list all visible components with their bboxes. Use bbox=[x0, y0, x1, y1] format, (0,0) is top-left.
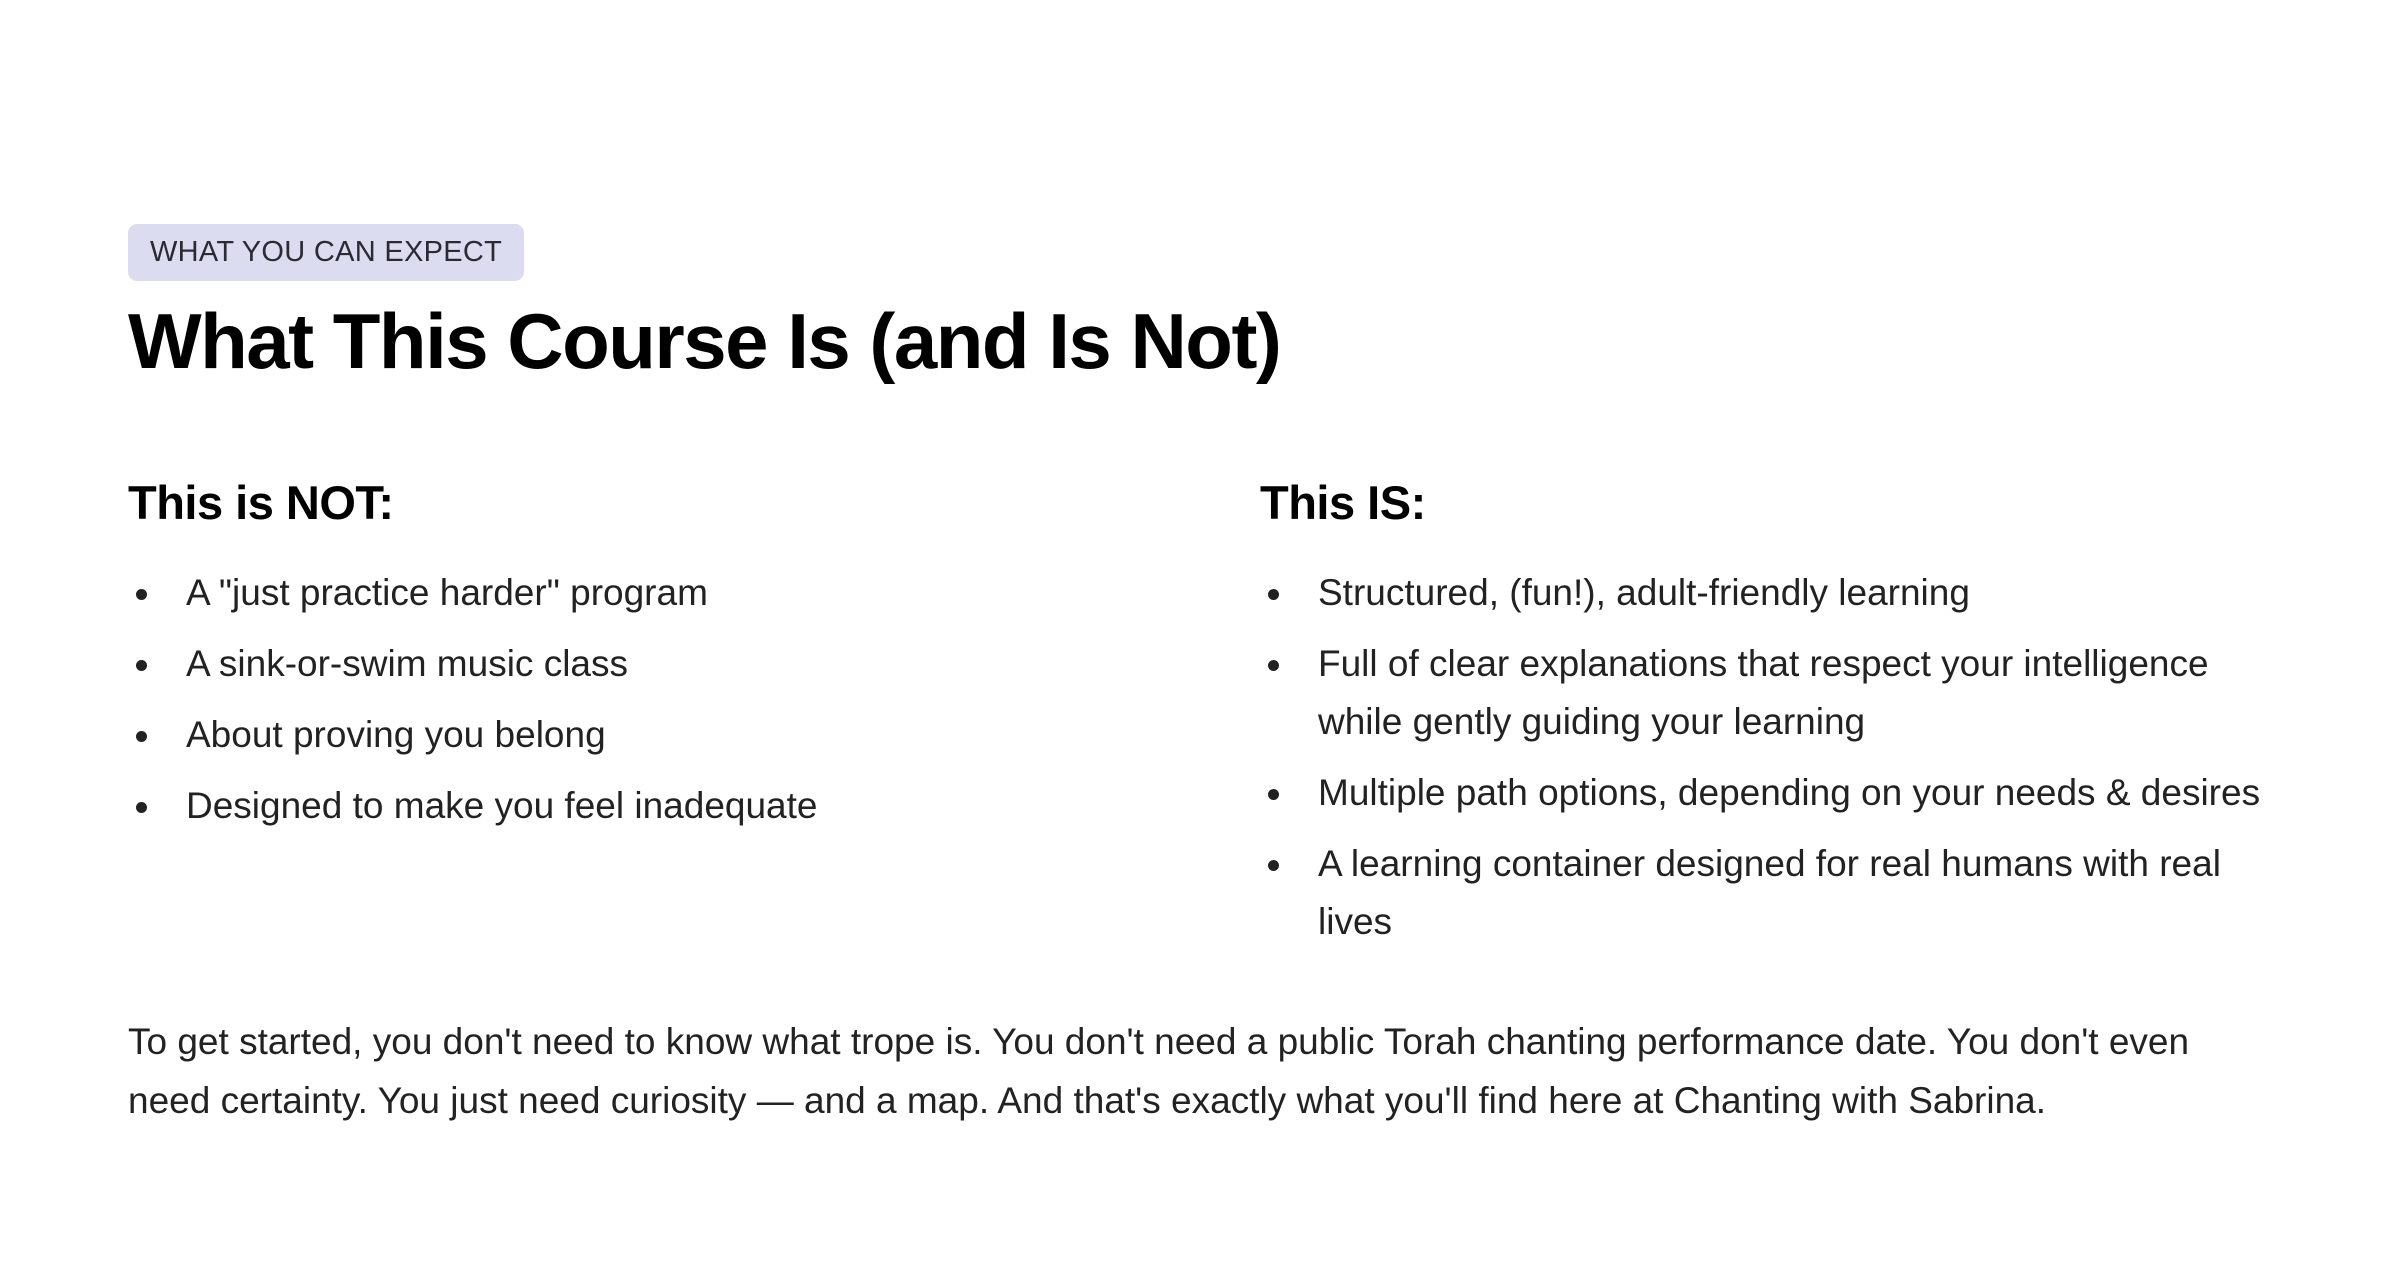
not-column bbox=[128, 477, 1260, 965]
list-item: Full of clear explanations that respect your intelligence while gently guiding your learning bbox=[1260, 635, 2290, 751]
is-column-heading: This IS: bbox=[1260, 475, 1426, 529]
comparison-columns bbox=[128, 477, 2278, 965]
list-item: A "just practice harder" program bbox=[128, 564, 1260, 622]
list-item: About proving you belong bbox=[128, 706, 1260, 764]
closing-paragraph: To get started, you don't need to know what trope is. You don't need a public Torah chanting performance date. You don't even need certainty. You just need curiosity — and a map. And that's exactly what you'll find here at Chanting with Sabrina. bbox=[128, 1021, 2190, 1122]
section-eyebrow-badge: WHAT YOU CAN EXPECT bbox=[128, 224, 524, 281]
list-item: Designed to make you feel inadequate bbox=[128, 777, 1260, 835]
list-item: A learning container designed for real humans with real lives bbox=[1260, 835, 2290, 951]
list-item: A sink-or-swim music class bbox=[128, 635, 1260, 693]
is-list bbox=[1260, 564, 2290, 951]
is-column bbox=[1260, 477, 2290, 965]
not-list bbox=[128, 564, 1260, 835]
list-item: Multiple path options, depending on your needs & desires bbox=[1260, 764, 2290, 822]
page-title: What This Course Is (and Is Not) bbox=[128, 297, 1281, 385]
not-column-heading: This is NOT: bbox=[128, 475, 394, 529]
course-expectations-section bbox=[128, 224, 2278, 1130]
list-item: Structured, (fun!), adult-friendly learning bbox=[1260, 564, 2290, 622]
